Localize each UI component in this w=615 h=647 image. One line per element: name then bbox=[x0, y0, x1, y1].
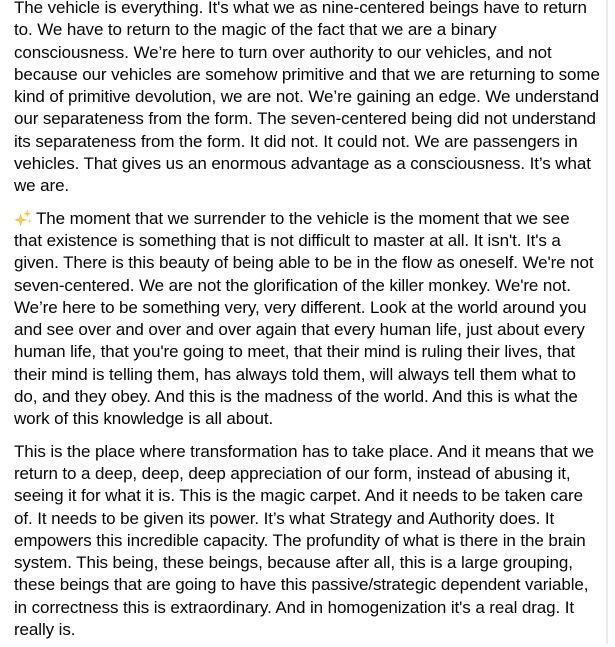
paragraph-2 bbox=[14, 208, 601, 431]
paragraph-text: The moment that we surrender to the vehicle is the moment that we see that existence is something that is not difficult to master at all. It isn't. It's a given. There is this beauty of being able to be in the flow as oneself. We're not seven-centered. We are not the glorification of the killer monkey. We're not. We’re here to be something very, very different. Look at the world around you and see over and over and over again that every human life, just about every human life, that you're going to meet, that their mind is ruling their lives, that their mind is telling them, has always told them, will always tell them what to do, and they obey. And this is the madness of the world. And this is what the work of this knowledge is all about. bbox=[14, 208, 594, 429]
paragraph-text: This is the place where transformation has to take place. And it means that we return to a deep, deep, deep appreciation of our form, instead of abusing it, seeing it for what it is. This is the magic carpet. And it needs to be taken care of. It needs to be given its power. It’s what Strategy and Authority does. It empowers this incredible capacity. The profundity of what is there in the brain system. This being, these beings, because after all, this is a large grouping, these beings that are going to have this passive/strategic dependent variable, in correctness this is extraordinary. And in homogenization it's a real drag. It really is. bbox=[14, 441, 594, 640]
sparkles-icon bbox=[14, 209, 32, 227]
paragraph-3 bbox=[14, 441, 601, 642]
paragraph-1 bbox=[14, 0, 601, 198]
paragraph-text: The vehicle is everything. It's what we as nine-centered beings have to return to. We have to return to the magic of the fact that we are a binary consciousness. We’re here to turn over authority to our vehicles, and not because our vehicles are somehow primitive and that we are returning to some kind of primitive devolution, we are not. We’re gaining an edge. We understand our separateness from the form. The seven-centered being did not understand its separateness from the form. It did not. It could not. We are passengers in vehicles. That gives us an enormous advantage as a consciousness. It’s what we are. bbox=[14, 0, 600, 196]
